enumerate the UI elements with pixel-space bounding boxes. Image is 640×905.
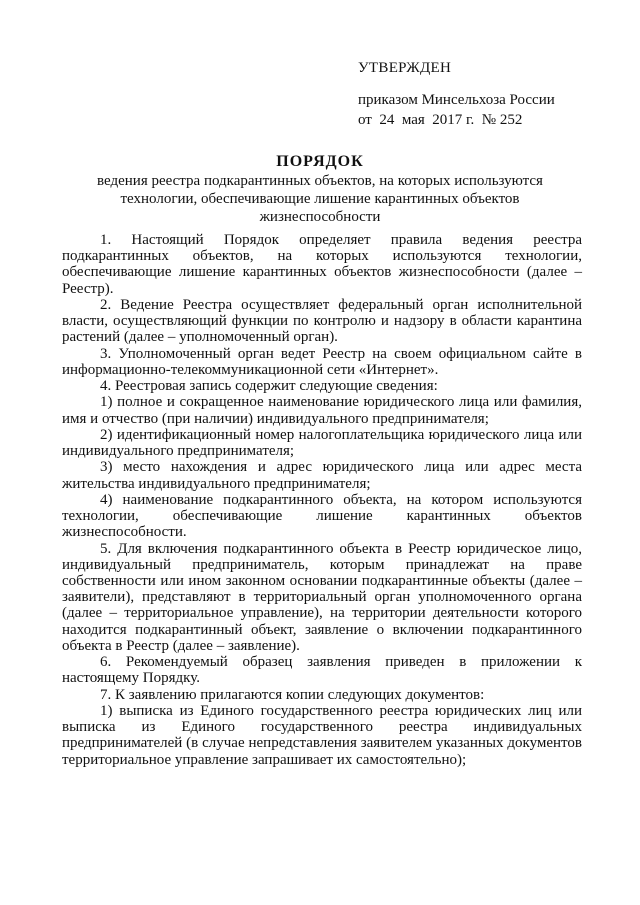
paragraph-4-item-3: 3) место нахождения и адрес юридического лица или адрес места жительства индивидуального предпринимателя; xyxy=(62,459,582,492)
approval-heading: УТВЕРЖДЕН xyxy=(358,60,452,76)
paragraph-4-item-2: 2) идентификационный номер налогоплательщика юридического лица или индивидуального предпринимателя; xyxy=(62,426,582,460)
paragraph-1: 1. Настоящий Порядок определяет правила ведения реестра подкарантинных объектов, на которых используются технологии, обеспечивающие лишение карантинных объектов жизнеспособности (далее – Реестр). xyxy=(62,232,582,297)
document-title: ПОРЯДОК xyxy=(276,153,364,170)
paragraph-6: 6. Рекомендуемый образец заявления приведен в приложении к настоящему Порядку. xyxy=(62,654,582,687)
paragraph-4: 4. Реестровая запись содержит следующие сведения: xyxy=(100,378,438,395)
document-body xyxy=(62,232,582,768)
approval-order: приказом Минсельхоза России xyxy=(358,92,555,108)
document-subtitle: ведения реестра подкарантинных объектов, на которых используются технологии, обеспечивающие лишение карантинных объектов жизнеспособности xyxy=(97,173,543,225)
approval-stamp xyxy=(358,58,618,130)
document-title-block xyxy=(60,152,580,226)
paragraph-4-item-4: 4) наименование подкарантинного объекта, на котором используются технологии, обеспечивающие лишение карантинных объектов жизнеспособности. xyxy=(62,491,582,541)
paragraph-3: 3. Уполномоченный орган ведет Реестр на своем официальном сайте в информационно-телекоммуникационной сети «Интернет». xyxy=(62,345,582,378)
paragraph-7-item-1: 1) выписка из Единого государственного реестра юридических лиц или выписка из Единого государственного реестра индивидуальных предпринимателей (в случае непредставления заявителем указанных документов территориальное управление запрашивает их самостоятельно); xyxy=(62,702,582,768)
paragraph-7: 7. К заявлению прилагаются копии следующих документов: xyxy=(100,686,485,703)
paragraph-5: 5. Для включения подкарантинного объекта в Реестр юридическое лицо, индивидуальный предприниматель, которым принадлежат на праве собственности или ином законном основании подкарантинные объекты (далее – заявители), представляют в территориальный орган уполномоченного органа (далее – территориальное управление), на территории деятельности которого находится подкарантинный объект, заявление о включении подкарантинного объекта в Реестр (далее – заявление). xyxy=(62,540,582,654)
paragraph-2: 2. Ведение Реестра осуществляет федеральный орган исполнительной власти, осуществляющий функции по контролю и надзору в области карантина растений (далее – уполномоченный орган). xyxy=(62,296,582,346)
paragraph-4-item-1: 1) полное и сокращенное наименование юридического лица или фамилия, имя и отчество (при наличии) индивидуального предпринимателя; xyxy=(62,394,582,427)
approval-date-number: от 24 мая 2017 г. № 252 xyxy=(358,112,523,128)
